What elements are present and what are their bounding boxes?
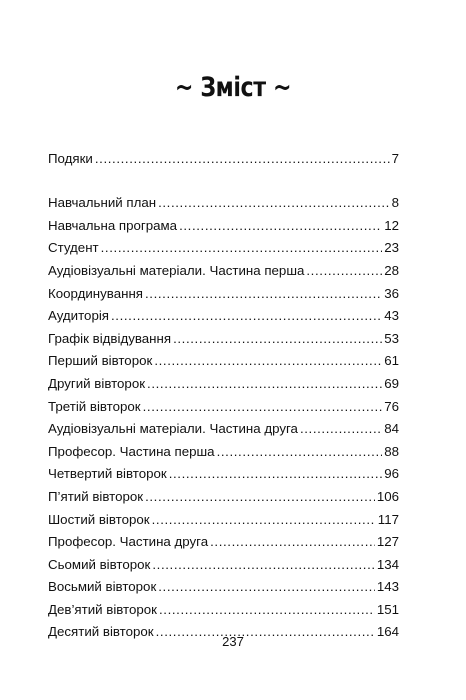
toc-entry-page-number: 106 <box>376 488 399 504</box>
toc-entry[interactable] <box>48 573 399 596</box>
toc-entry-page-number: 88 <box>384 443 399 459</box>
dot-leader <box>179 217 382 234</box>
dot-leader <box>217 443 383 460</box>
toc-entry-label: Другий вівторок <box>48 375 146 391</box>
toc-entry-label: Професор. Частина друга <box>48 534 209 550</box>
dot-leader <box>158 578 375 595</box>
dot-leader <box>101 239 383 256</box>
dot-leader <box>300 420 382 437</box>
toc-entry-label: Координування <box>48 285 143 301</box>
toc-entry-label: Третій вівторок <box>48 398 141 414</box>
toc-entry[interactable] <box>48 505 399 528</box>
toc-entry-page-number: 151 <box>376 601 399 617</box>
dot-leader <box>210 533 375 550</box>
toc-entry-label: П’ятий вівторок <box>48 488 144 504</box>
dot-leader <box>154 352 382 369</box>
toc-entry-page-number: 164 <box>376 624 399 640</box>
toc-entry-label: Перший вівторок <box>48 353 153 369</box>
toc-entry-page-number: 96 <box>384 466 399 482</box>
toc-entry-label: Четвертий вівторок <box>48 466 167 482</box>
dot-leader <box>306 262 382 279</box>
dot-leader <box>143 398 383 415</box>
dot-leader <box>145 285 382 302</box>
toc-entry[interactable] <box>48 211 399 234</box>
toc-entry-label: Сьомий вівторок <box>48 556 151 572</box>
toc-entry-page-number: 134 <box>376 556 399 572</box>
toc-entry-label: Восьмий вівторок <box>48 579 157 595</box>
toc-entry-page-number: 84 <box>384 421 399 437</box>
toc-entry[interactable] <box>48 189 399 212</box>
toc-entry-label: Подяки <box>48 150 93 166</box>
toc-entry-page-number: 53 <box>384 330 399 346</box>
dot-leader <box>158 194 390 211</box>
toc-entry[interactable] <box>48 369 399 392</box>
toc-entry-label: Професор. Частина перша <box>48 443 215 459</box>
toc-entry-label: Графік відвідування <box>48 330 172 346</box>
dot-leader <box>152 511 376 528</box>
toc-entry-page-number: 36 <box>384 285 399 301</box>
toc-entry[interactable] <box>48 234 399 257</box>
toc-entry-label: Студент <box>48 240 99 256</box>
page-number: 237 <box>222 634 244 649</box>
toc-entry-page-number: 117 <box>377 511 399 527</box>
toc-entry[interactable] <box>48 482 399 505</box>
toc-entry-label: Аудіовізуальні матеріали. Частина друга <box>48 421 298 437</box>
dot-leader <box>159 601 375 618</box>
dot-leader <box>173 330 382 347</box>
page-title: ~ Зміст ~ <box>174 72 292 103</box>
toc-entry[interactable] <box>48 415 399 438</box>
dot-leader <box>169 465 383 482</box>
toc-entry-label: Десятий вівторок <box>48 624 154 640</box>
dot-leader <box>95 150 390 167</box>
toc-entry[interactable] <box>48 347 399 370</box>
toc-entry-page-number: 7 <box>391 150 399 166</box>
toc-entry[interactable] <box>48 302 399 325</box>
toc-entry[interactable] <box>48 324 399 347</box>
toc-entry-page-number: 143 <box>376 579 399 595</box>
toc-entry[interactable] <box>48 144 399 167</box>
toc-entry[interactable] <box>48 437 399 460</box>
toc-entry-page-number: 8 <box>391 195 399 211</box>
toc-entry-label: Дев’ятий вівторок <box>48 601 157 617</box>
toc-entry-page-number: 69 <box>384 375 399 391</box>
toc-entry[interactable] <box>48 460 399 483</box>
toc-entry[interactable] <box>48 279 399 302</box>
toc-entry-label: Навчальна програма <box>48 217 178 233</box>
toc-entry-page-number: 28 <box>384 262 399 278</box>
toc-entry-label: Навчальний план <box>48 195 157 211</box>
toc-entry-page-number: 76 <box>384 398 399 414</box>
toc-entry[interactable] <box>48 595 399 618</box>
toc-entry[interactable] <box>48 528 399 551</box>
table-of-contents <box>48 144 399 640</box>
dot-leader <box>152 556 374 573</box>
toc-entry-label: Шостий вівторок <box>48 511 150 527</box>
dot-leader <box>111 307 382 324</box>
toc-entry-page-number: 12 <box>384 217 399 233</box>
toc-entry-page-number: 23 <box>384 240 399 256</box>
toc-entry-page-number: 43 <box>384 308 399 324</box>
dot-leader <box>145 488 375 505</box>
toc-entry-label: Аудіовізуальні матеріали. Частина перша <box>48 262 305 278</box>
toc-entry-page-number: 61 <box>384 353 399 369</box>
toc-entry[interactable] <box>48 550 399 573</box>
toc-entry[interactable] <box>48 256 399 279</box>
toc-entry[interactable] <box>48 392 399 415</box>
dot-leader <box>147 375 382 392</box>
toc-entry-page-number: 127 <box>376 534 399 550</box>
toc-entry-label: Аудиторія <box>48 308 109 324</box>
